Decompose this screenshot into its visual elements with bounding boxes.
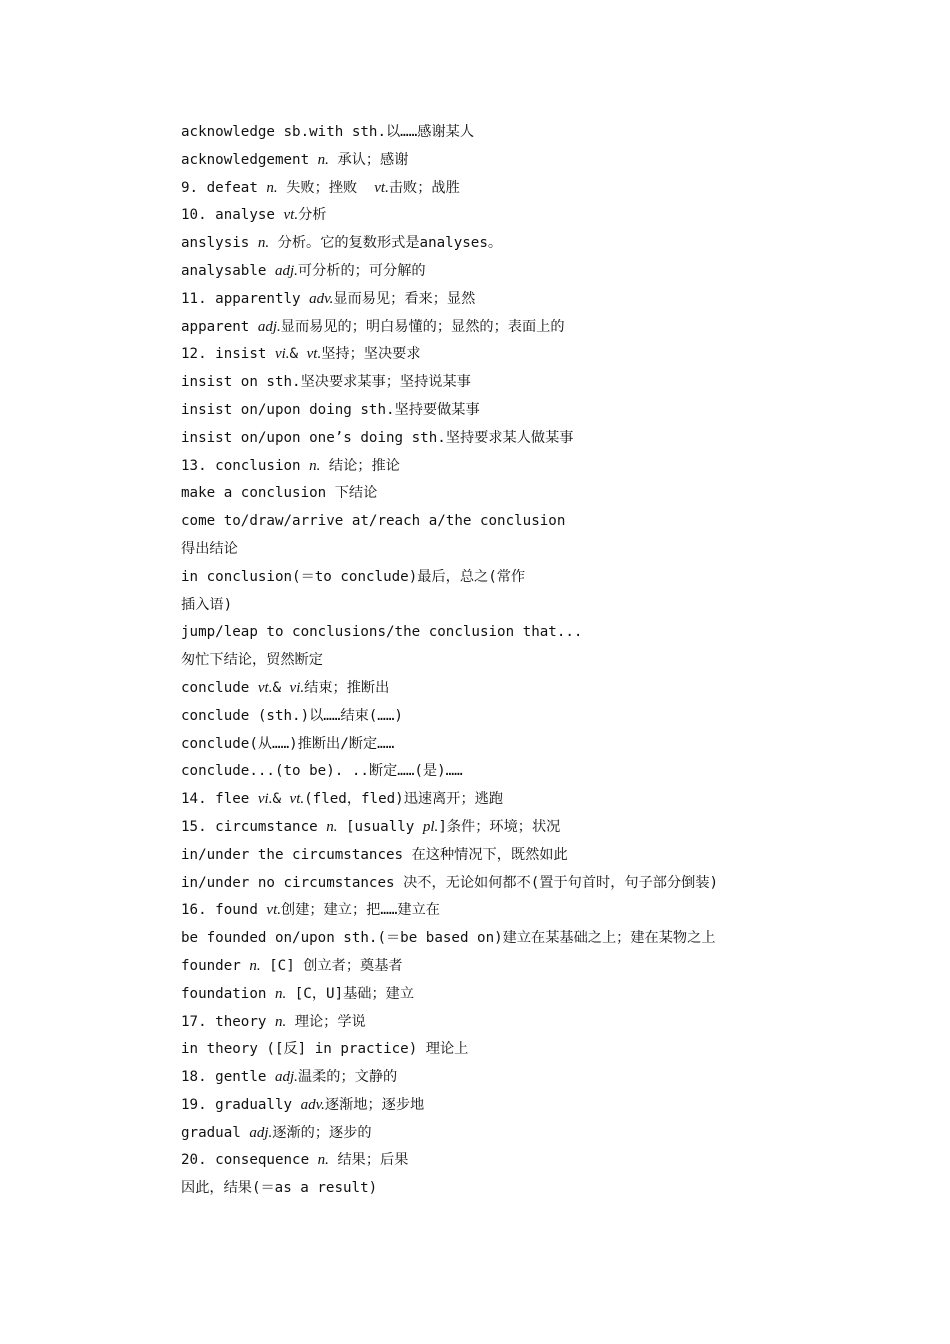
part-of-speech-label: pl. — [422, 818, 439, 835]
line-text: analysable — [181, 262, 275, 279]
line-text: conclude...(to be). ..断定……(是)…… — [181, 763, 463, 780]
text-line — [181, 1009, 881, 1037]
line-text: conclude (sth.)以……结束(……) — [181, 707, 403, 724]
line-text: 11. apparently — [181, 290, 310, 307]
text-line — [181, 758, 881, 786]
text-line — [181, 147, 881, 175]
text-line — [181, 703, 881, 731]
part-of-speech-label: vt. — [283, 207, 299, 224]
line-text: 坚持；坚决要求 — [321, 346, 421, 363]
line-text: insist on/upon one’s doing sth.坚持要求某人做某事 — [181, 429, 574, 446]
text-line — [181, 1147, 881, 1175]
text-line — [181, 731, 881, 759]
line-text: in conclusion(＝to conclude)最后，总之(常作 — [181, 568, 526, 585]
line-text: 承认；感谢 — [328, 151, 409, 168]
line-text: come to/draw/arrive at/reach a/the conclusion — [181, 513, 566, 530]
line-text: in/under the circumstances 在这种情况下，既然如此 — [181, 846, 568, 863]
line-text: 16. found — [181, 902, 267, 919]
text-line — [181, 619, 881, 647]
text-line — [181, 453, 881, 481]
part-of-speech-label: vt. — [289, 791, 305, 808]
part-of-speech-label: vt. — [257, 679, 273, 696]
text-line — [181, 925, 881, 953]
part-of-speech-label: n. — [257, 235, 270, 252]
line-text: 创建；建立；把……建立在 — [281, 902, 440, 919]
line-text: anslysis — [181, 235, 258, 252]
line-text: 结论；推论 — [320, 457, 400, 474]
line-text: be founded on/upon sth.(＝be based on)建立在某基础之上；建在某物之上 — [181, 930, 716, 947]
text-line — [181, 564, 881, 592]
line-text: 9. defeat — [181, 179, 267, 196]
line-text: 显而易见的；明白易懂的；显然的；表面上的 — [280, 318, 565, 335]
part-of-speech-label: n. — [266, 179, 278, 196]
line-text: 因此，结果(＝as a result) — [181, 1180, 378, 1197]
text-line — [181, 842, 881, 870]
part-of-speech-label: vi. — [274, 346, 290, 363]
line-text: 14. flee — [181, 791, 258, 808]
line-text: acknowledgement — [181, 151, 318, 168]
line-text: in theory ([反] in practice) 理论上 — [181, 1041, 469, 1058]
line-text: ]条件；环境；状况 — [438, 818, 561, 835]
text-line — [181, 480, 881, 508]
part-of-speech-label: vi. — [257, 791, 273, 808]
line-text: & — [289, 346, 307, 363]
text-line — [181, 286, 881, 314]
line-text: acknowledge sb.with sth.以……感谢某人 — [181, 124, 475, 140]
line-text: make a conclusion 下结论 — [181, 485, 378, 502]
line-text: gradual — [181, 1124, 250, 1141]
line-text: 理论；学说 — [286, 1013, 366, 1030]
part-of-speech-label: vt. — [306, 346, 322, 363]
line-text: 失败；挫败 — [277, 179, 375, 196]
part-of-speech-label: vi. — [289, 679, 305, 696]
part-of-speech-label: n. — [274, 985, 287, 1002]
line-text: jump/leap to conclusions/the conclusion that... — [181, 624, 583, 641]
line-text: foundation — [181, 985, 275, 1002]
part-of-speech-label: adj. — [257, 318, 281, 335]
text-line — [181, 1036, 881, 1064]
text-line — [181, 119, 881, 147]
text-line — [181, 675, 881, 703]
text-line — [181, 592, 881, 620]
text-line — [181, 897, 881, 925]
line-text: 温柔的；文静的 — [297, 1069, 398, 1086]
part-of-speech-label: adj. — [274, 262, 298, 279]
part-of-speech-label: vt. — [266, 902, 281, 919]
text-line — [181, 870, 881, 898]
line-text: [usually — [337, 818, 423, 835]
text-line — [181, 814, 881, 842]
line-text: 分析。它的复数形式是analyses。 — [269, 235, 503, 252]
line-text: 逐渐的；逐步的 — [272, 1124, 372, 1141]
text-line — [181, 230, 881, 258]
text-line — [181, 258, 881, 286]
part-of-speech-label: adv. — [300, 1096, 325, 1113]
line-text: (fled，fled)迅速离开；逃跑 — [304, 791, 504, 808]
text-line — [181, 175, 881, 203]
part-of-speech-label: adv. — [309, 290, 334, 307]
part-of-speech-label: adj. — [249, 1124, 273, 1141]
line-text: 分析 — [298, 207, 327, 224]
line-text: 18. gentle — [181, 1069, 275, 1086]
line-text: 结果；后果 — [328, 1152, 409, 1169]
part-of-speech-label: n. — [249, 957, 261, 974]
text-line — [181, 536, 881, 564]
line-text: founder — [181, 957, 250, 974]
line-text: 10. analyse — [181, 207, 284, 224]
line-text: conclude — [181, 679, 258, 696]
text-line — [181, 786, 881, 814]
line-text: [C] 创立者；奠基者 — [260, 957, 403, 974]
document-page — [181, 119, 881, 1203]
line-text: insist on sth.坚决要求某事；坚持说某事 — [181, 374, 471, 391]
line-text: conclude(从……)推断出/断定…… — [181, 735, 395, 752]
line-text: [C，U]基础；建立 — [286, 985, 415, 1002]
text-line — [181, 1064, 881, 1092]
line-text: 显而易见；看来；显然 — [333, 290, 476, 307]
text-line — [181, 1175, 881, 1203]
line-text: 20. consequence — [181, 1152, 318, 1169]
line-text: & — [272, 791, 290, 808]
part-of-speech-label: n. — [326, 818, 338, 835]
text-line — [181, 425, 881, 453]
line-text: 逐渐地；逐步地 — [324, 1096, 425, 1113]
text-line — [181, 508, 881, 536]
text-line — [181, 314, 881, 342]
line-text: 13. conclusion — [181, 457, 310, 474]
line-text: 19. gradually — [181, 1096, 301, 1113]
part-of-speech-label: vt. — [374, 179, 389, 196]
line-text: 可分析的；可分解的 — [297, 262, 426, 279]
text-line — [181, 369, 881, 397]
line-text: 17. theory — [181, 1013, 275, 1030]
text-line — [181, 981, 881, 1009]
part-of-speech-label: n. — [317, 151, 329, 168]
line-text: 插入语) — [181, 596, 233, 613]
line-text: 15. circumstance — [181, 818, 327, 835]
text-line — [181, 647, 881, 675]
line-text: 匆忙下结论，贸然断定 — [181, 652, 323, 669]
line-text: in/under no circumstances 决不，无论如何都不(置于句首时，句子部分倒装) — [181, 874, 719, 891]
part-of-speech-label: n. — [274, 1013, 287, 1030]
text-line — [181, 1092, 881, 1120]
part-of-speech-label: n. — [309, 457, 321, 474]
line-text: 结束；推断出 — [304, 679, 390, 696]
text-line — [181, 397, 881, 425]
text-line — [181, 202, 881, 230]
line-text: 击败；战胜 — [388, 179, 460, 196]
part-of-speech-label: n. — [317, 1152, 329, 1169]
text-line — [181, 341, 881, 369]
line-text: 12. insist — [181, 346, 275, 363]
line-text: apparent — [181, 318, 258, 335]
line-text: insist on/upon doing sth.坚持要做某事 — [181, 401, 480, 418]
text-line — [181, 953, 881, 981]
part-of-speech-label: adj. — [274, 1069, 298, 1086]
text-line — [181, 1120, 881, 1148]
line-text: 得出结论 — [181, 540, 238, 557]
line-text: & — [272, 679, 290, 696]
